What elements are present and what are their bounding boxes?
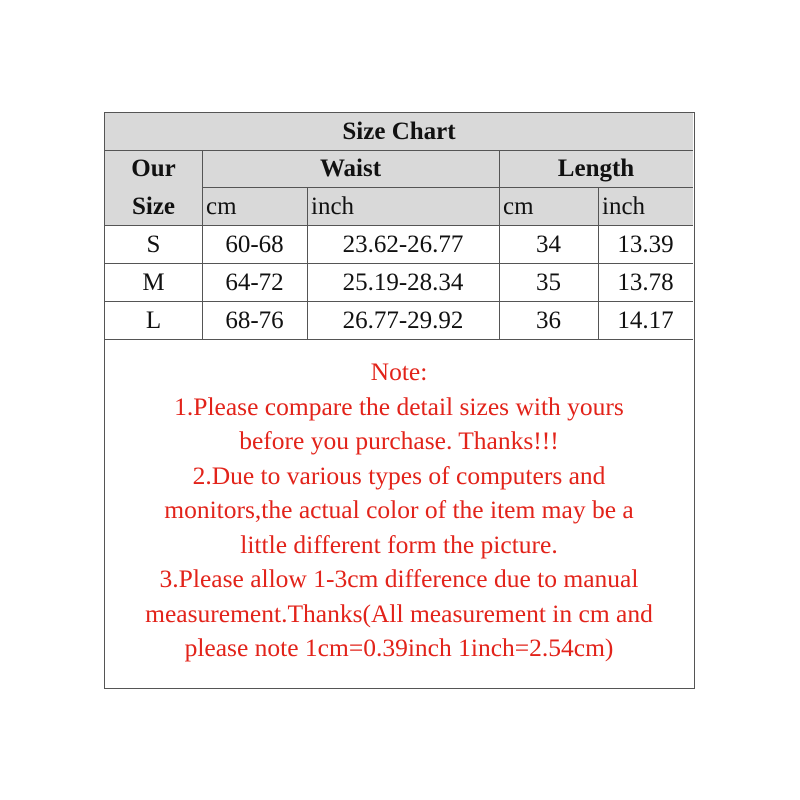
size-cell: L xyxy=(145,306,162,334)
waist-cm-cell: 68-76 xyxy=(225,306,284,334)
our-size-header xyxy=(105,150,202,225)
length-cm-header: cm xyxy=(499,187,598,225)
waist-header: Waist xyxy=(202,150,499,187)
length-cm-cell: 35 xyxy=(536,268,561,296)
note-line: before you purchase. Thanks!!! xyxy=(239,426,559,455)
waist-inch-header: inch xyxy=(307,187,499,225)
waist-cm-cell: 60-68 xyxy=(225,230,284,258)
our-size-line2: Size xyxy=(131,193,176,220)
note-heading: Note: xyxy=(370,357,428,386)
grid-line xyxy=(105,301,693,302)
notes-section xyxy=(105,339,693,688)
length-header: Length xyxy=(499,150,693,187)
waist-inch-cell: 23.62-26.77 xyxy=(342,230,464,258)
length-cm-cell: 36 xyxy=(536,306,561,334)
note-line: monitors,the actual color of the item may be a xyxy=(164,495,634,524)
note-line: 1.Please compare the detail sizes with yours xyxy=(174,391,624,421)
grid-line xyxy=(202,150,203,339)
note-line: 3.Please allow 1-3cm difference due to manual xyxy=(159,564,639,593)
our-size-line1: Our xyxy=(131,155,176,182)
waist-inch-cell: 26.77-29.92 xyxy=(342,306,464,334)
length-cm-cell: 34 xyxy=(536,230,561,258)
grid-line xyxy=(307,187,308,339)
grid-line xyxy=(202,187,693,188)
length-inch-header: inch xyxy=(598,187,693,225)
chart-title: Size Chart xyxy=(105,113,693,150)
note-line: little different form the picture. xyxy=(240,529,558,559)
length-inch-cell: 13.78 xyxy=(617,268,674,296)
note-line: 2.Due to various types of computers and xyxy=(192,460,606,490)
size-cell: M xyxy=(142,268,165,296)
waist-cm-cell: 64-72 xyxy=(225,268,284,296)
size-cell: S xyxy=(146,230,161,258)
size-chart-table xyxy=(104,112,695,689)
note-line: please note 1cm=0.39inch 1inch=2.54cm) xyxy=(184,633,614,662)
waist-inch-cell: 25.19-28.34 xyxy=(342,268,464,296)
length-inch-cell: 13.39 xyxy=(617,230,674,258)
waist-cm-header: cm xyxy=(202,187,307,225)
length-inch-cell: 14.17 xyxy=(617,306,674,334)
grid-line xyxy=(105,263,693,264)
grid-line xyxy=(499,150,500,339)
grid-line xyxy=(598,187,599,339)
grid-line xyxy=(105,150,693,151)
note-line: measurement.Thanks(All measurement in cm and xyxy=(145,598,653,628)
grid-line xyxy=(105,225,693,226)
